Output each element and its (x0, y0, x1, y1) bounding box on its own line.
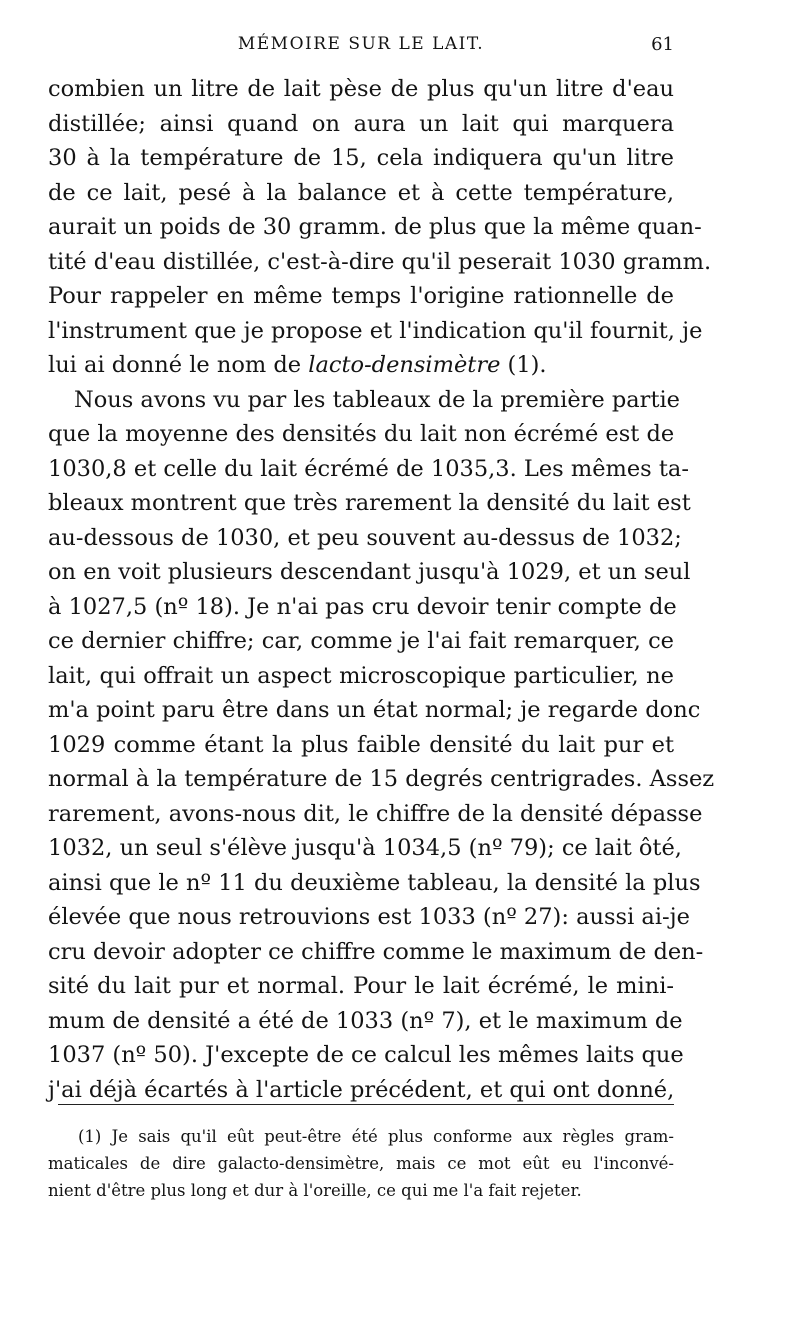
text-line: l'instrument que je propose et l'indication qu'il fournit, je (48, 317, 703, 344)
text-line: mum de densité a été de 1033 (nº 7), et le maximum de (48, 1007, 683, 1034)
text-line: au-dessous de 1030, et peu souvent au-dessus de 1032; (48, 524, 682, 551)
page-number: 61 (651, 34, 674, 55)
text-line: 30 à la température de 15, cela indiquera qu'un litre (48, 145, 674, 171)
text-line: à 1027,5 (nº 18). Je n'ai pas cru devoir tenir compte de (48, 593, 677, 620)
text-line: que la moyenne des densités du lait non écrémé est de (48, 421, 675, 447)
text-line: 1032, un seul s'élève jusqu'à 1034,5 (nº 79); ce lait ôté, (48, 835, 682, 861)
text-line: distillée; ainsi quand on aura un lait qui marquera (48, 110, 674, 137)
text-line: 1037 (nº 50). J'excepte de ce calcul les mêmes laits que (48, 1042, 684, 1068)
text-line: m'a point paru être dans un état normal; je regarde donc (48, 697, 701, 723)
footnote-line: maticales de dire galacto-densimètre, mais ce mot eût eu l'inconvé- (48, 1154, 674, 1173)
running-title: MÉMOIRE SUR LE LAIT. (237, 34, 485, 54)
body-text (48, 72, 715, 1107)
running-head (48, 34, 674, 58)
text-line: sité du lait pur et normal. Pour le lait écrémé, le mini- (48, 973, 674, 999)
footnote-rule (58, 1104, 674, 1105)
lacto-densimetre-term: lacto-densimètre (308, 352, 501, 378)
text-line: j'ai déjà écartés à l'article précédent, et qui ont donné, (48, 1076, 675, 1103)
text-line: on en voit plusieurs descendant jusqu'à 1029, et un seul (48, 559, 691, 585)
text-line: ce dernier chiffre; car, comme je l'ai fait remarquer, ce (48, 628, 674, 654)
text-line: Nous avons vu par les tableaux de la première partie (74, 386, 680, 413)
footnote-line: nient d'être plus long et dur à l'oreille, ce qui me l'a fait rejeter. (48, 1181, 582, 1200)
text-run: lui ai donné le nom de (48, 352, 309, 378)
footnote-line: (1) Je sais qu'il eût peut-être été plus conforme aux règles gram- (78, 1127, 674, 1146)
text-line: combien un litre de lait pèse de plus qu'un litre d'eau (48, 76, 674, 102)
text-line: cru devoir adopter ce chiffre comme le maximum de den- (48, 938, 704, 965)
text-line: de ce lait, pesé à la balance et à cette température, (48, 179, 674, 206)
text-line: Pour rappeler en même temps l'origine rationnelle de (48, 283, 674, 309)
footnote (48, 1123, 674, 1204)
text-run: (1). (500, 352, 547, 378)
text-line: 1029 comme étant la plus faible densité du lait pur et (48, 731, 674, 758)
text-line: ainsi que le nº 11 du deuxième tableau, la densité la plus (48, 869, 701, 896)
text-line: lait, qui offrait un aspect microscopique particulier, ne (48, 662, 674, 689)
text-line (48, 348, 674, 383)
text-line: 1030,8 et celle du lait écrémé de 1035,3. Les mêmes ta- (48, 455, 689, 482)
text-line: tité d'eau distillée, c'est-à-dire qu'il peserait 1030 gramm. (48, 248, 712, 275)
text-line: rarement, avons-nous dit, le chiffre de la densité dépasse (48, 800, 703, 827)
text-line: normal à la température de 15 degrés centrigrades. Assez (48, 766, 715, 792)
text-line: bleaux montrent que très rarement la densité du lait est (48, 490, 691, 516)
text-line: aurait un poids de 30 gramm. de plus que la même quan- (48, 214, 702, 240)
text-line: élevée que nous retrouvions est 1033 (nº 27): aussi ai-je (48, 904, 690, 930)
